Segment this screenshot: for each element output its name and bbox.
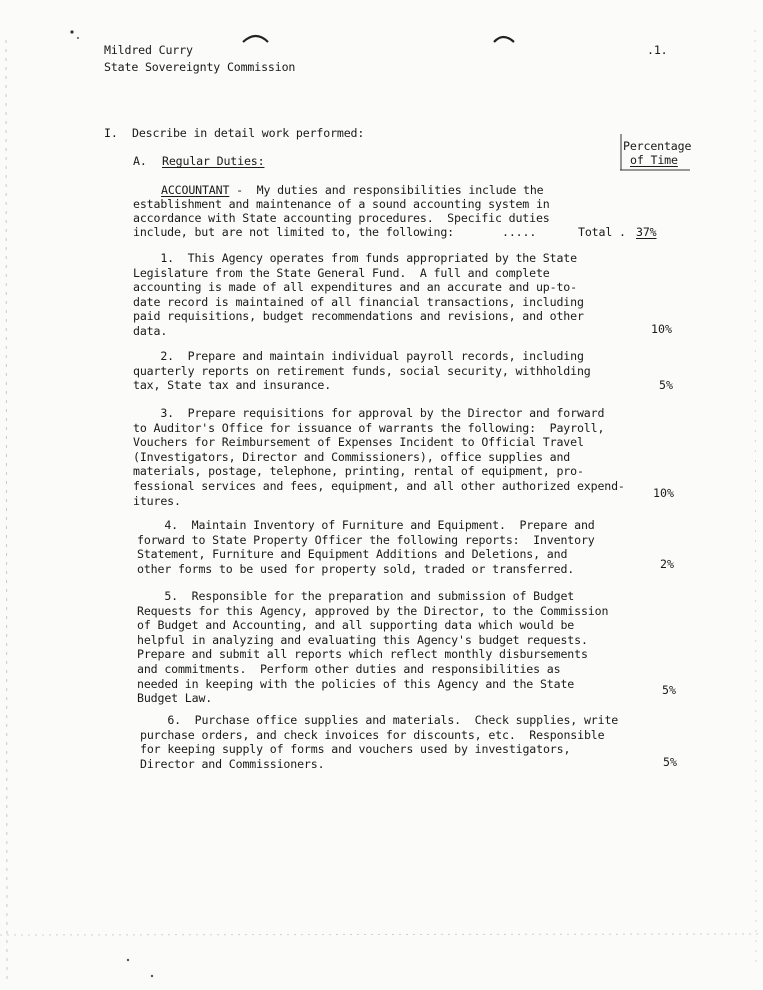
accountant-intro-line-4: include, but are not limited to, the following: <box>133 225 455 239</box>
accountant-intro-line-2: establishment and maintenance of a sound accounting system in <box>133 197 550 211</box>
duty-item-3-percent: 10% <box>653 486 674 500</box>
subsection-title: Regular Duties: <box>162 154 265 168</box>
duty-item-5-percent: 5% <box>662 683 676 697</box>
employee-name: Mildred Curry <box>104 43 193 57</box>
duty-item-5-text: 5. Responsible for the preparation and submission of Budget Requests for this Agency, approved by the Director, to the Commission of Budget and Accounting, and all supporting data which would be helpful in analyzing and evaluating this Agency's budget requests. Prepare and submit all reports which reflect monthly disbursements and commitments. Perform other duties and responsibilities as needed in keeping with the policies of this Agency and the State Budget Law. <box>137 589 609 706</box>
subsection-letter: A. <box>133 154 147 168</box>
duty-item-4-text: 4. Maintain Inventory of Furniture and Equipment. Prepare and forward to State Property Officer the following reports: Inventory Statement, Furniture and Equipment Additions and Deletions, and other forms to be used for property sold, traded or transferred. <box>137 518 595 576</box>
total-label: Total . <box>578 225 626 239</box>
total-percentage: 37% <box>636 225 657 239</box>
duty-item-6-percent: 5% <box>663 755 677 769</box>
duty-item-3-text: 3. Prepare requisitions for approval by the Director and forward to Auditor's Office for issuance of warrants the following: Payroll, Vouchers for Reimbursement of Expenses Incident to Official Travel (Investigators, Director and Commissioners), office supplies and materials, postage, telephone, printing, rental of equipment, pro- fessional services and fees, equipment, and all other authorized expend- itures. <box>133 406 625 508</box>
percentage-heading: Percentage <box>623 139 692 153</box>
of-time-heading: of Time <box>630 153 678 167</box>
duty-item-2-percent: 5% <box>659 378 673 392</box>
accountant-title: ACCOUNTANT <box>161 183 230 197</box>
section-numeral: I. <box>104 126 118 140</box>
duty-item-4-percent: 2% <box>660 557 674 571</box>
duty-item-1-text: 1. This Agency operates from funds appropriated by the State Legislature from the State General Fund. A full and complete accounting is made of all expenditures and an accurate and up-to- date record is maintained of all financial transactions, including paid requisitions, budget recommendations and revisions, and other data. <box>133 251 584 338</box>
duty-item-1-percent: 10% <box>651 322 672 336</box>
page-number: .1. <box>647 43 668 57</box>
duty-item-6-text: 6. Purchase office supplies and materials. Check supplies, write purchase orders, and check invoices for discounts, etc. Responsible for keeping supply of forms and vouchers used by investigators, Director and Commissioners. <box>140 713 619 771</box>
accountant-intro-text: - My duties and responsibilities include the <box>229 183 544 197</box>
accountant-intro-line-3: accordance with State accounting procedures. Specific duties <box>133 211 550 225</box>
section-title: Describe in detail work performed: <box>132 126 365 140</box>
accountant-intro-line-1 <box>161 183 544 197</box>
leader-dots: ..... <box>502 225 537 239</box>
duty-item-2-text: 2. Prepare and maintain individual payroll records, including quarterly reports on retirement funds, social security, withholding tax, State tax and insurance. <box>133 349 591 393</box>
agency-name: State Sovereignty Commission <box>104 60 296 74</box>
